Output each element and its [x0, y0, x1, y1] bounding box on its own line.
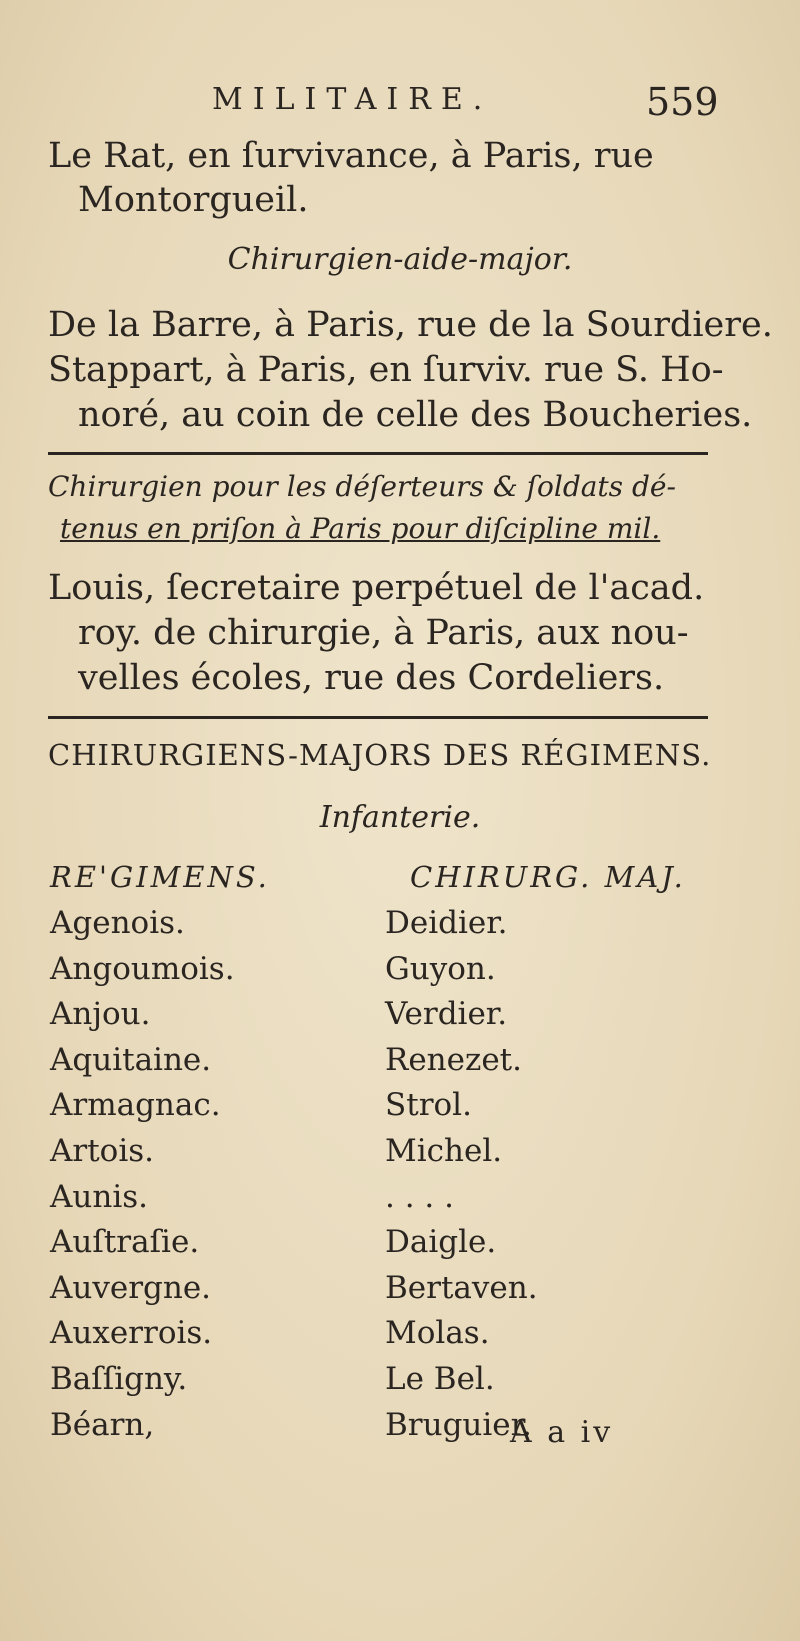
surgeon-major-name: Daigle. [385, 1224, 497, 1260]
regiment-name: Anjou. [50, 996, 151, 1032]
surgeon-major-name: . . . . [385, 1179, 454, 1215]
section-divider [48, 452, 708, 455]
regiment-name: Baſſigny. [50, 1361, 188, 1397]
surgeon-major-name: Verdier. [385, 996, 508, 1032]
regiment-name: Aquitaine. [50, 1042, 212, 1078]
section-subtitle-infanterie: Infanterie. [319, 800, 481, 835]
regiment-name: Agenois. [50, 905, 185, 941]
section-title-deserteurs-line: tenus en priſon à Paris pour diſcipline mil. [60, 512, 661, 545]
surgeon-major-name: Bertaven. [385, 1270, 538, 1306]
signature-mark: A a iv [510, 1415, 614, 1450]
section-divider [48, 716, 708, 719]
entry-line: roy. de chirurgie, à Paris, aux nou- [78, 613, 689, 653]
surgeon-major-name: Le Bel. [385, 1361, 495, 1397]
surgeon-major-name: Renezet. [385, 1042, 522, 1078]
surgeon-major-name: Deidier. [385, 905, 508, 941]
regiment-name: Auxerrois. [50, 1315, 213, 1351]
column-header-regimens: RE'GIMENS. [50, 860, 270, 894]
section-title-aide-major: Chirurgien-aide-major. [227, 242, 573, 277]
regiment-name: Artois. [50, 1133, 155, 1169]
regiment-name: Angoumois. [50, 951, 235, 987]
running-title: MILITAIRE. [212, 82, 493, 117]
regiment-name: Auvergne. [50, 1270, 212, 1306]
entry-line: noré, au coin de celle des Boucheries. [78, 395, 753, 435]
entry-line: Le Rat, en ſurvivance, à Paris, rue [48, 136, 654, 176]
entry-line: velles écoles, rue des Cordeliers. [78, 658, 665, 698]
entry-line: Louis, ſecretaire perpétuel de l'acad. [48, 568, 705, 608]
column-header-chirurg: CHIRURG. MAJ. [410, 860, 686, 894]
surgeon-major-name: Strol. [385, 1087, 472, 1123]
entry-line: Montorgueil. [78, 180, 309, 220]
surgeon-major-name: Michel. [385, 1133, 503, 1169]
page-number: 559 [646, 80, 719, 124]
surgeon-major-name: Guyon. [385, 951, 496, 987]
regiment-name: Béarn, [50, 1407, 155, 1443]
surgeon-major-name: Molas. [385, 1315, 490, 1351]
entry-line: Stappart, à Paris, en ſurviv. rue S. Ho- [48, 350, 724, 390]
regiment-name: Armagnac. [50, 1087, 221, 1123]
regiment-name: Auſtraſie. [50, 1224, 200, 1260]
surgeon-major-name: Bruguier. [385, 1407, 532, 1443]
section-title-regimens: CHIRURGIENS-MAJORS DES RÉGIMENS. [48, 738, 712, 772]
entry-line: De la Barre, à Paris, rue de la Sourdiere. [48, 305, 773, 345]
section-title-deserteurs-line: Chirurgien pour les déſerteurs & ſoldats dé- [48, 470, 676, 503]
regiment-name: Aunis. [50, 1179, 148, 1215]
